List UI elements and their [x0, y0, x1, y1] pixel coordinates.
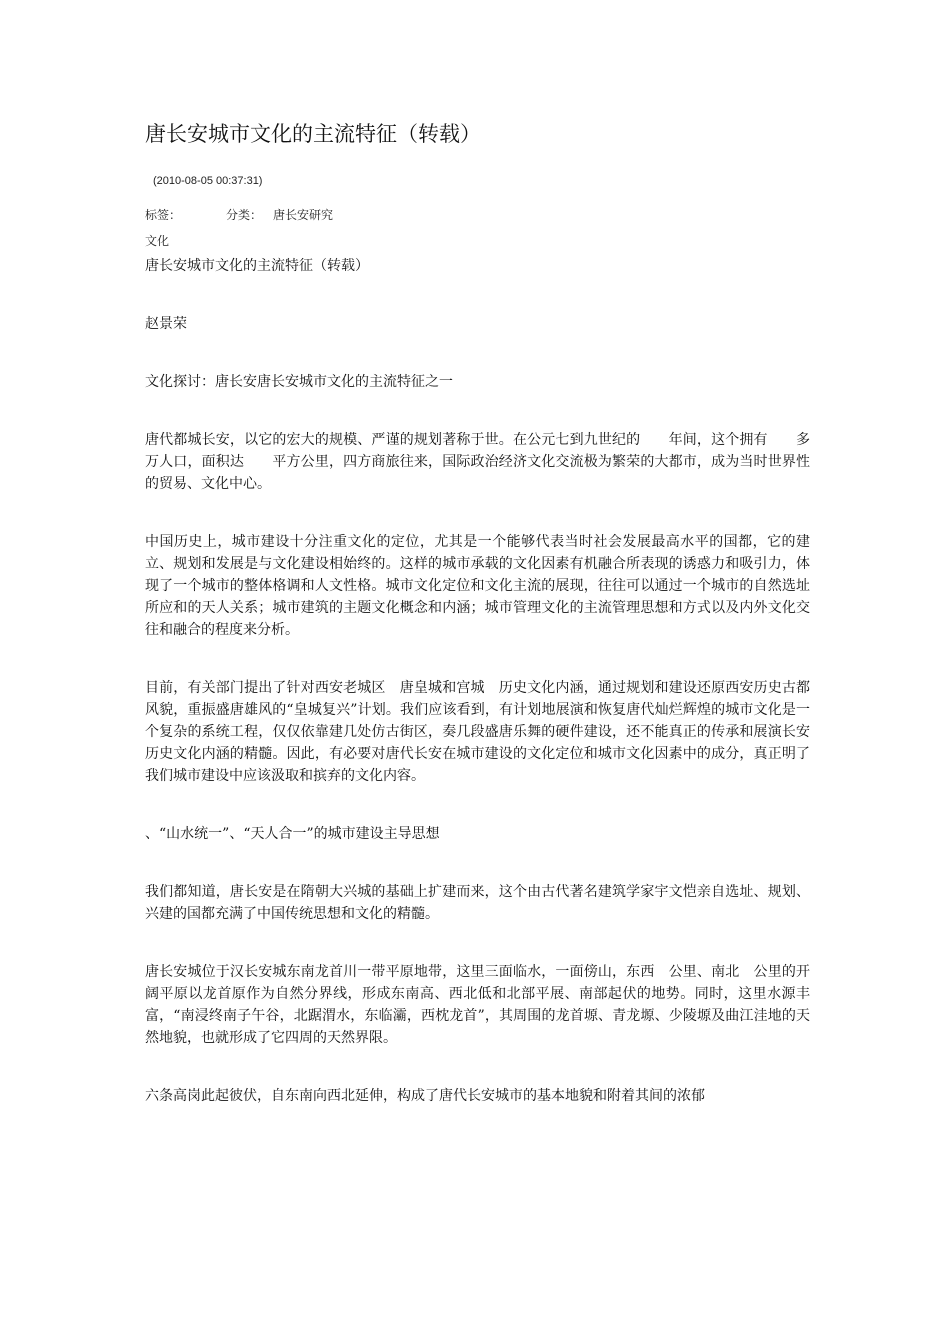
paragraph: 我们都知道，唐长安是在隋朝大兴城的基础上扩建而来，这个由古代著名建筑学家宇文恺亲自选址、规划、兴建的国都充满了中国传统思想和文化的精髓。	[145, 884, 810, 922]
paragraph: 唐代都城长安，以它的宏大的规模、严谨的规划著称于世。在公元七到九世纪的 年间，这个拥有 多万人口，面积达 平方公里，四方商旅往来，国际政治经济文化交流极为繁荣的大都市，成为当时世界性的贸易、文化中心。	[145, 432, 810, 492]
article-author: 赵景荣	[145, 316, 187, 332]
section-title: 文化探讨：唐长安唐长安城市文化的主流特征之一	[145, 374, 453, 390]
section-heading: 、“山水统一”、“天人合一”的城市建设主导思想	[145, 826, 440, 842]
post-meta	[145, 206, 334, 248]
paragraph: 目前，有关部门提出了针对西安老城区 唐皇城和宫城 历史文化内涵，通过规划和建设还原西安历史古都风貌，重振盛唐雄风的“皇城复兴”计划。我们应该看到，有计划地展演和恢复唐代灿烂辉煌的城市文化是一个复杂的系统工程，仅仅依靠建几处仿古街区，奏几段盛唐乐舞的硬件建设，还不能真正的传承和展演长安历史文化内涵的精髓。因此，有必要对唐代长安在城市建设的文化定位和城市文化因素中的成分，真正明了我们城市建设中应该汲取和摈弃的文化内容。	[145, 680, 810, 784]
article-body	[145, 255, 810, 1107]
category-label: 分类：	[226, 208, 263, 222]
post-date: (2010-08-05 00:37:31)	[153, 175, 263, 187]
tag-label: 标签：	[145, 208, 182, 222]
paragraph: 中国历史上，城市建设十分注重文化的定位，尤其是一个能够代表当时社会发展最高水平的国都，它的建立、规划和发展是与文化建设相始终的。这样的城市承载的文化因素有机融合所表现的诱惑力和吸引力，体现了一个城市的整体格调和人文性格。城市文化定位和文化主流的展现，往往可以通过一个城市的自然选址所应和的天人关系；城市建筑的主题文化概念和内涵；城市管理文化的主流管理思想和方式以及内外文化交往和融合的程度来分析。	[145, 534, 810, 638]
category-link[interactable]: 唐长安研究	[273, 208, 334, 222]
page-title: 唐长安城市文化的主流特征（转载）	[145, 122, 481, 146]
paragraph: 六条高岗此起彼伏，自东南向西北延伸，构成了唐代长安城市的基本地貌和附着其间的浓郁	[145, 1088, 705, 1104]
article-subtitle: 唐长安城市文化的主流特征（转载）	[145, 258, 369, 274]
tag-link[interactable]: 文化	[145, 234, 170, 248]
paragraph: 唐长安城位于汉长安城东南龙首川一带平原地带，这里三面临水，一面傍山，东西 公里、南北 公里的开阔平原以龙首原作为自然分界线，形成东南高、西北低和北部平展、南部起伏的地势。同时，这里水源丰富，“南浸终南子午谷，北踞渭水，东临灞，西枕龙首”，其周围的龙首塬、青龙塬、少陵塬及曲江洼地的天然地貌，也就形成了它四周的天然界限。	[145, 964, 810, 1046]
